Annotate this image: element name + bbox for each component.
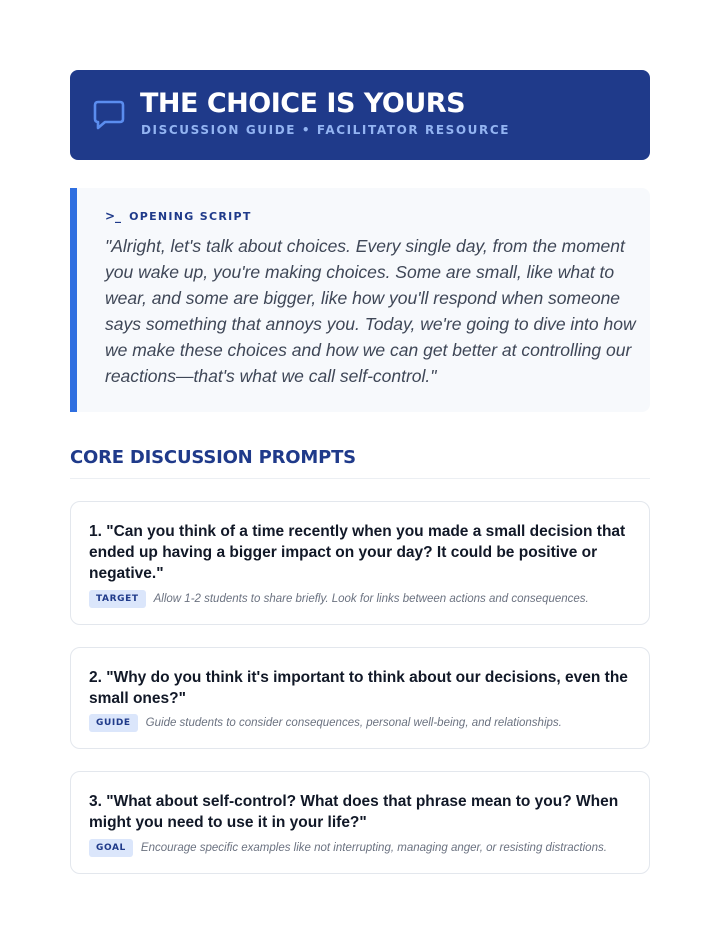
opening-script-text: "Alright, let's talk about choices. Every single day, from the moment you wake up, you're making choices. Some are small, like what to wear, and some are bigger, like how you'll respond when someone says something that annoys you. Today, we're going to dive into how we make these choices and how we can get better at controlling our reactions—that's what we call self-control." (105, 236, 636, 386)
page-title: THE CHOICE IS YOURS (140, 88, 466, 119)
prompt-question: 3. "What about self-control? What does that phrase mean to you? When might you need to use it in your life?" (89, 793, 619, 831)
prompt-tag: GUIDE (89, 714, 138, 732)
prompt-tag: GOAL (89, 839, 133, 857)
header-banner (70, 70, 650, 160)
section-divider (70, 478, 650, 479)
terminal-prompt-icon: >_ (105, 209, 122, 223)
opening-script-box (70, 188, 650, 412)
section-title: CORE DISCUSSION PROMPTS (70, 447, 356, 468)
prompt-note-text: Allow 1-2 students to share briefly. Look for links between actions and consequences. (153, 593, 589, 605)
prompt-question: 1. "Can you think of a time recently when you made a small decision that ended up having a bigger impact on your day? It could be positive or negative." (89, 523, 626, 582)
page-subtitle: DISCUSSION GUIDE • FACILITATOR RESOURCE (141, 123, 511, 137)
prompt-note-text: Encourage specific examples like not interrupting, managing anger, or resisting distractions. (140, 842, 607, 854)
prompt-card (70, 501, 650, 625)
prompt-note (89, 590, 589, 608)
prompt-card (70, 771, 650, 874)
prompt-note (89, 839, 607, 857)
prompt-note (89, 714, 562, 732)
chat-bubble-icon (92, 98, 126, 132)
prompt-note-text: Guide students to consider consequences, personal well-being, and relationships. (145, 717, 562, 729)
prompt-tag: TARGET (89, 590, 146, 608)
prompt-card (70, 647, 650, 749)
opening-script-heading (105, 209, 252, 223)
opening-script-label: OPENING SCRIPT (129, 210, 252, 223)
prompt-question: 2. "Why do you think it's important to think about our decisions, even the small ones?" (89, 669, 628, 707)
